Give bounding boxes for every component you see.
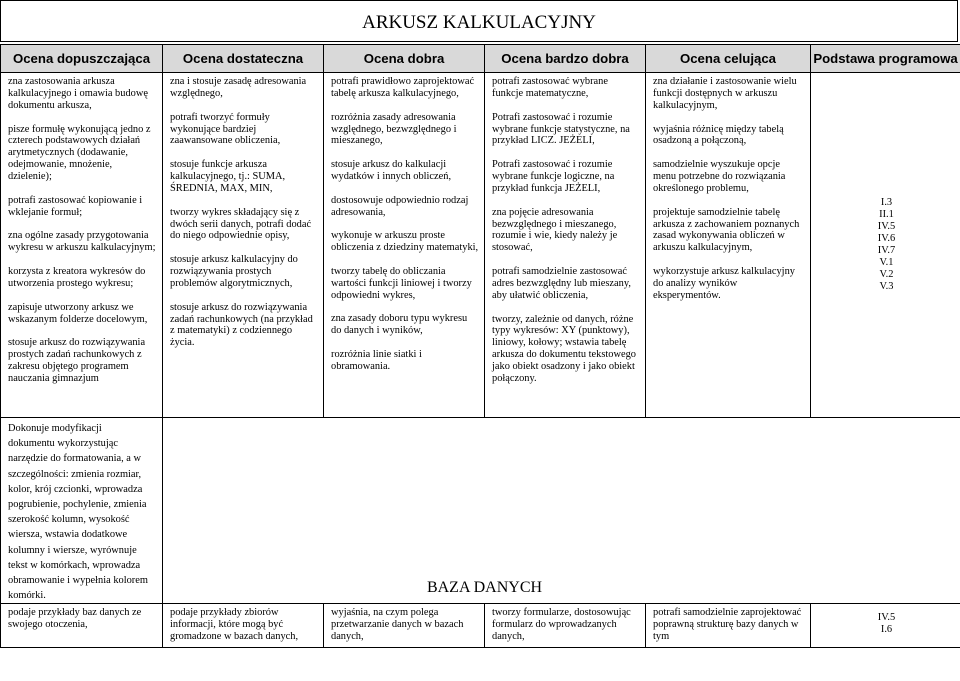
requirement-item: zna pojęcie adresowania bezwzględnego i mieszanego, rozumie i wie, kiedy należy je stosować,	[492, 206, 618, 254]
requirement-item: Dokonuje modyfikacji dokumentu wykorzystując narzędzie do formatowania, a w szczególności: zmienia rozmiar, kolor, krój czcionki, wprowadza pogrubienie, pochylenie, zmienia szerokość kolumn, wysokość wiersza, wstawia dodatkowe kolumny i wiersze, wyrównuje tekst w komórkach, wprowadza obramowanie i wypełnia kolorem komórki.	[8, 423, 148, 602]
requirement-item: zna działanie i zastosowanie wielu funkcji dostępnych w arkuszu kalkulacyjnym,	[653, 76, 797, 111]
cell-dopuszczajaca	[1, 604, 163, 648]
requirement-item: zna zastosowania arkusza kalkulacyjnego i omawia budowę dokumentu arkusza,	[8, 76, 148, 111]
requirement-item: dostosowuje odpowiednio rodzaj adresowania,	[331, 194, 469, 218]
code-item: IV.7	[877, 245, 896, 256]
requirement-item: zna zasady doboru typu wykresu do danych i wyników,	[331, 313, 468, 337]
section-title-cell	[324, 418, 646, 604]
code-item: V.3	[879, 280, 894, 292]
requirement-item: potrafi prawidłowo zaprojektować tabelę arkusza kalkulacyjnego,	[331, 76, 475, 99]
cell-podstawa-programowa	[811, 604, 960, 648]
requirement-item: wyjaśnia różnicę między tabelą osadzoną a połączoną,	[653, 123, 784, 147]
code-item: V.1	[879, 256, 894, 268]
requirement-item: Potrafi zastosować i rozumie wybrane funkcje logiczne, na przykład funkcja JEŻELI,	[492, 159, 615, 194]
cell-bardzo-dobra	[485, 73, 646, 418]
requirement-item: projektuje samodzielnie tabelę arkusza z zachowaniem poznanych zasad wykonywania obliczeń w arkuszu kalkulacyjnym,	[653, 206, 800, 254]
requirement-item: korzysta z kreatora wykresów do utworzenia prostego wykresu;	[8, 266, 146, 289]
requirement-item: stosuje arkusz do rozwiązywania prostych zadań rachunkowych z zakresu objętego programem nauczania gimnazjum	[8, 337, 146, 384]
requirement-item: tworzy wykres składający się z dwóch serii danych, potrafi dodać do niego odpowiednie opisy,	[170, 206, 312, 242]
requirement-item: zapisuje utworzony arkusz we wskazanym folderze docelowym,	[8, 301, 148, 325]
formatting-row	[1, 418, 960, 604]
requirement-item: wyjaśnia, na czym polega przetwarzanie danych w bazach danych,	[331, 607, 464, 643]
requirement-item: zna i stosuje zasadę adresowania względnego,	[170, 76, 307, 99]
requirement-item: potrafi zastosować wybrane funkcje matematyczne,	[492, 76, 608, 99]
requirement-item: pisze formułę wykonującą jedno z czterech podstawowych działań arytmetycznych (dodawanie, odejmowanie, mnożenie, dzielenie);	[8, 123, 151, 183]
code-item: IV.6	[877, 233, 896, 245]
requirement-item: tworzy, zależnie od danych, różne typy wykresów: XY (punktowy), liniowy, kołowy; wstawia tabelę arkusza do dokumentu tekstowego jako obiekt osadzony i jako obiekt połączony.	[492, 313, 636, 385]
blank-cell	[646, 418, 811, 604]
header-podstawa-programowa: Podstawa programowa	[811, 45, 960, 73]
requirement-item: wykorzystuje arkusz kalkulacyjny do analizy wyników eksperymentów.	[653, 266, 795, 301]
cell-formatting	[1, 418, 163, 604]
requirement-item: rozróżnia zasady adresowania względnego, bezwzględnego i mieszanego,	[331, 111, 457, 147]
code-item: II.1	[879, 209, 894, 221]
cell-bardzo-dobra	[485, 604, 646, 648]
cell-dobra	[324, 73, 485, 418]
blank-cell	[811, 418, 960, 604]
requirement-item: samodzielnie wyszukuje opcje menu potrzebne do rozwiązania określonego problemu,	[653, 159, 786, 194]
requirement-item: podaje przykłady zbiorów informacji, które mogą być gromadzone w bazach danych,	[170, 607, 299, 643]
cell-podstawa-programowa	[811, 73, 960, 418]
code-item: IV.5	[877, 612, 896, 624]
requirement-item: stosuje funkcje arkusza kalkulacyjnego, tj.: SUMA, ŚREDNIA, MAX, MIN,	[170, 159, 286, 194]
arkusz-row	[1, 73, 960, 418]
header-ocena-bardzo-dobra: Ocena bardzo dobra	[485, 45, 646, 73]
cell-dopuszczajaca	[1, 73, 163, 418]
requirement-item: potrafi samodzielnie zaprojektować poprawną strukturę bazy danych w tym	[653, 607, 802, 643]
requirement-item: tworzy formularze, dostosowując formularz do wprowadzanych danych,	[492, 607, 631, 643]
code-item: V.2	[879, 268, 894, 280]
baza-danych-row	[1, 604, 960, 648]
page-title	[0, 0, 958, 42]
requirement-item: stosuje arkusz do rozwiązywania zadań rachunkowych (na przykład z matematyki) z codziennego życia.	[170, 301, 313, 349]
requirement-item: potrafi samodzielnie zastosować adres bezwzględny lub mieszany, aby ułatwić obliczenia,	[492, 266, 631, 301]
header-ocena-celujaca: Ocena celująca	[646, 45, 811, 73]
requirement-item: rozróżnia linie siatki i obramowania.	[331, 349, 422, 372]
blank-cell	[163, 418, 324, 604]
requirement-item: potrafi zastosować kopiowanie i wklejanie formuł;	[8, 194, 143, 218]
cell-dostateczna	[163, 604, 324, 648]
requirement-item: podaje przykłady baz danych ze swojego otoczenia,	[8, 607, 142, 631]
code-item: I.3	[880, 197, 893, 209]
code-item: IV.5	[877, 221, 896, 233]
code-item: I.6	[880, 624, 893, 636]
requirement-item: Potrafi zastosować i rozumie wybrane funkcje statystyczne, na przykład LICZ. JEŻELI,	[492, 111, 630, 147]
header-row	[1, 45, 960, 73]
page-title-text: ARKUSZ KALKULACYJNY	[362, 12, 596, 33]
header-ocena-dopuszczajaca: Ocena dopuszczająca	[1, 45, 163, 73]
requirement-item: potrafi tworzyć formuły wykonujące bardziej zaawansowane obliczenia,	[170, 111, 281, 147]
requirements-table	[0, 44, 960, 648]
header-ocena-dobra: Ocena dobra	[324, 45, 485, 73]
cell-dobra	[324, 604, 485, 648]
requirement-item: tworzy tabelę do obliczania wartości funkcji liniowej i tworzy odpowiedni wykres,	[331, 265, 472, 301]
cell-dostateczna	[163, 73, 324, 418]
cell-celujaca	[646, 73, 811, 418]
requirement-item: stosuje arkusz kalkulacyjny do rozwiązywania prostych problemów algorytmicznych,	[170, 254, 298, 289]
cell-celujaca	[646, 604, 811, 648]
requirement-item: zna ogólne zasady przygotowania wykresu w arkuszu kalkulacyjnym;	[8, 230, 156, 254]
header-ocena-dostateczna: Ocena dostateczna	[163, 45, 324, 73]
section-title: BAZA DANYCH	[426, 579, 543, 597]
requirement-item: stosuje arkusz do kalkulacji wydatków i innych obliczeń,	[331, 159, 452, 183]
requirement-item: wykonuje w arkuszu proste obliczenia z dziedziny matematyki,	[331, 230, 479, 254]
